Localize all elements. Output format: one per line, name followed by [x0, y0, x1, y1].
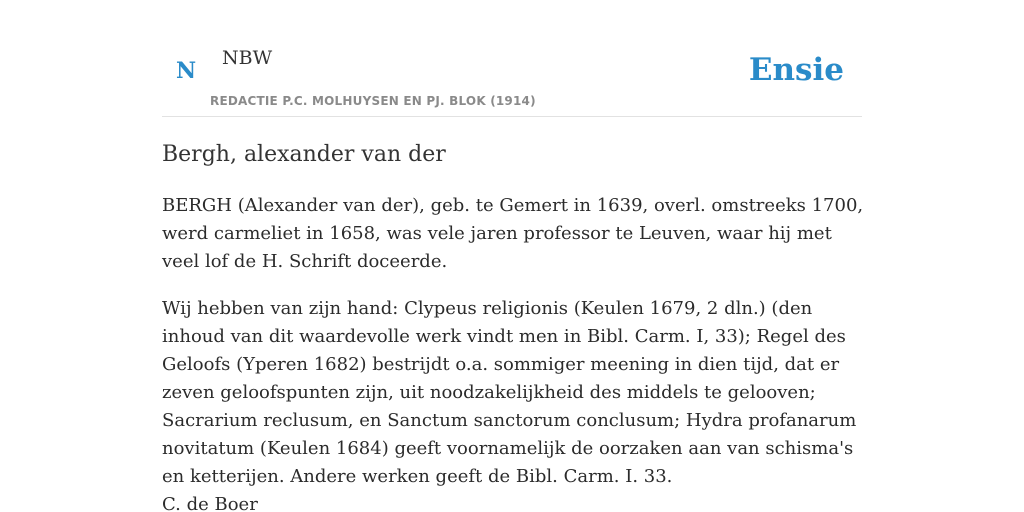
source-subtitle: REDACTIE P.C. MOLHUYSEN EN PJ. BLOK (1914)	[210, 94, 536, 108]
entry-author: C. de Boer	[162, 494, 258, 512]
ensie-brand-logo[interactable]: Ensie	[748, 52, 844, 88]
entry-paragraph-1: BERGH (Alexander van der), geb. te Gemert in 1639, overl. omstreeks 1700, werd carmeliet in 1658, was vele jaren professor te Leuven, waar hij met veel lof de H. Schrift doceerde.	[162, 195, 864, 272]
source-header	[162, 0, 862, 117]
entry-paragraph-2: Wij hebben van zijn hand: Clypeus religionis (Keulen 1679, 2 dln.) (den inhoud van dit waardevolle werk vindt men in Bibl. Carm. I, 33); Regel des Geloofs (Yperen 1682) bestrijdt o.a. sommiger meening in dien tijd, dat er zeven geloofspunten zijn, uit noodzakelijkheid des middels te gelooven; Sacrarium reclusum, en Sanctum sanctorum conclusum; Hydra profanarum novitatum (Keulen 1684) geeft voornamelijk de oorzaken aan van schisma's en ketterijen. Andere werken geeft de Bibl. Carm. I. 33.	[162, 298, 857, 487]
source-name-link[interactable]: NBW	[222, 47, 273, 69]
source-logo-icon[interactable]: N	[176, 58, 197, 84]
entry-paragraph-2-block	[162, 295, 866, 512]
page-title: Bergh, alexander van der	[162, 142, 446, 167]
